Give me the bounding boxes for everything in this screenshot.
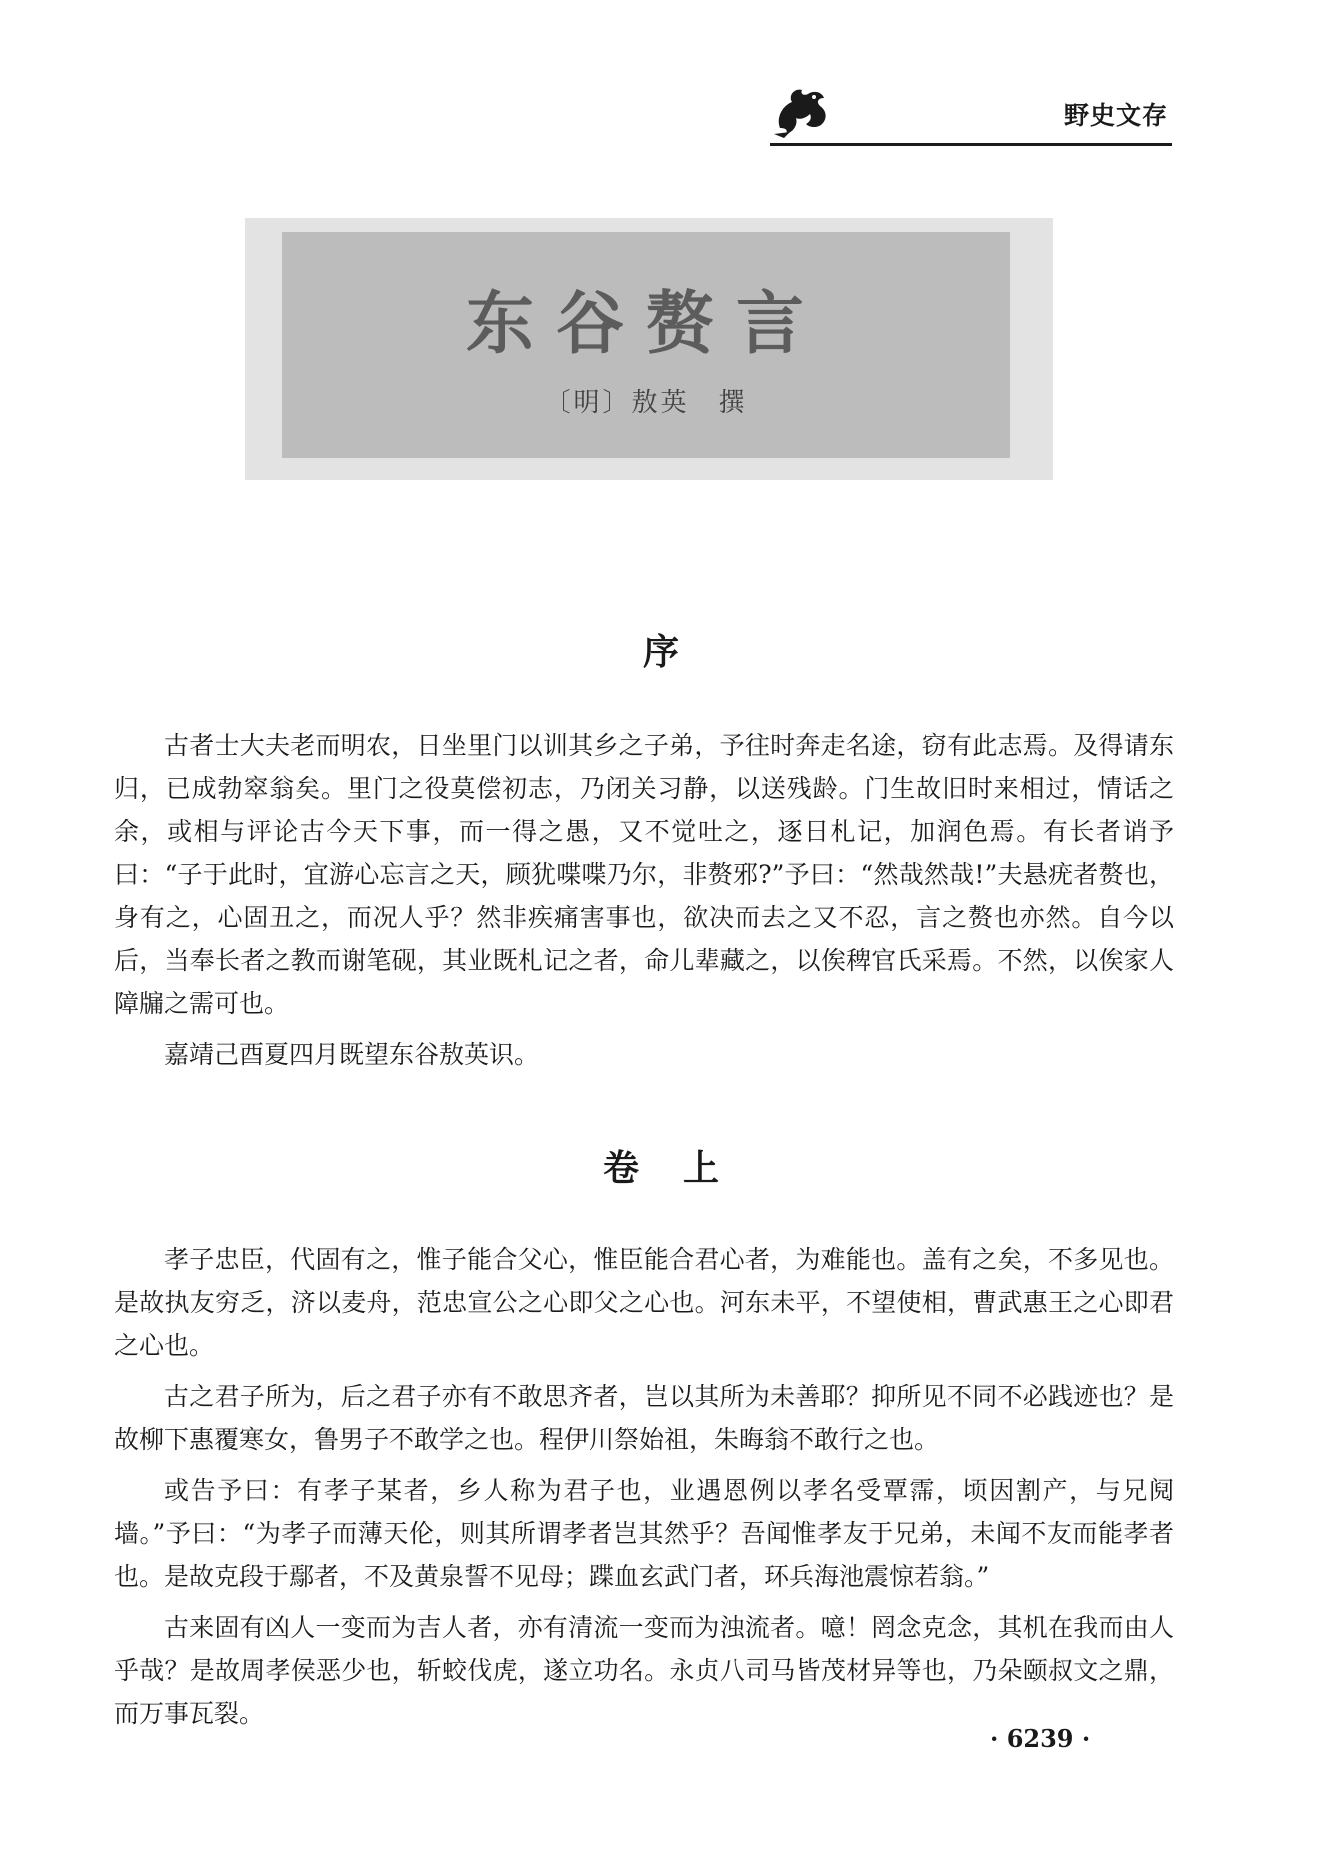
preface-body	[114, 724, 1174, 1084]
preface-heading: 序	[642, 632, 679, 673]
preface-signature: 嘉靖己酉夏四月既望东谷敖英识。	[164, 1040, 540, 1069]
series-title: 野史文存	[1063, 101, 1168, 130]
book-author: 〔明〕敖英 撰	[544, 388, 748, 418]
page-number: · 6239 ·	[990, 1724, 1091, 1753]
juan-shang-heading: 卷上	[602, 1148, 763, 1189]
dragon-logo-icon	[770, 82, 834, 142]
book-title: 东谷赘言	[465, 284, 826, 364]
preface-paragraph: 古者士大夫老而明农，日坐里门以训其乡之子弟，予往时奔走名途，窃有此志焉。及得请东归，已成勃窣翁矣。里门之役莫偿初志，乃闭关习静，以送残龄。门生故旧时来相过，情话之余，或相与评论古今天下事，而一得之愚，又不觉吐之，逐日札记，加润色焉。有长者诮予曰：“子于此时，宜游心忘言之天，顾犹喋喋乃尔，非赘邪?”予曰：“然哉然哉!”夫悬疣者赘也，身有之，心固丑之，而况人乎？然非疾痛害事也，欲决而去之又不忍，言之赘也亦然。自今以后，当奉长者之教而谢笔砚，其业既札记之者，命儿辈藏之，以俟稗官氏采焉。不然，以俟家人障牖之需可也。	[114, 731, 1174, 1018]
page-header	[770, 82, 1172, 146]
juan-shang-body	[114, 1238, 1174, 1743]
juan-paragraph: 或告予曰：有孝子某者，乡人称为君子也，业遇恩例以孝名受覃霈，顷因割产，与兄阋墙。”予曰：“为孝子而薄天伦，则其所谓孝者岂其然乎？吾闻惟孝友于兄弟，未闻不友而能孝者也。是故克段于鄢者，不及黄泉誓不见母；蹀血玄武门者，环兵海池震惊若翁。”	[114, 1476, 1174, 1591]
juan-paragraph: 孝子忠臣，代固有之，惟子能合父心，惟臣能合君心者，为难能也。盖有之矣，不多见也。是故执友穷乏，济以麦舟，范忠宣公之心即父之心也。河东未平，不望使相，曹武惠王之心即君之心也。	[114, 1245, 1174, 1360]
title-box	[282, 232, 1010, 458]
juan-paragraph: 古之君子所为，后之君子亦有不敢思齐者，岂以其所为未善耶？抑所见不同不必践迹也？是故柳下惠覆寒女，鲁男子不敢学之也。程伊川祭始祖，朱晦翁不敢行之也。	[114, 1382, 1174, 1454]
juan-paragraph: 古来固有凶人一变而为吉人者，亦有清流一变而为浊流者。噫！罔念克念，其机在我而由人乎哉？是故周孝侯恶少也，斩蛟伐虎，遂立功名。永贞八司马皆茂材异等也，乃朵颐叔文之鼎，而万事瓦裂。	[114, 1613, 1174, 1728]
header-rule	[770, 143, 1172, 146]
